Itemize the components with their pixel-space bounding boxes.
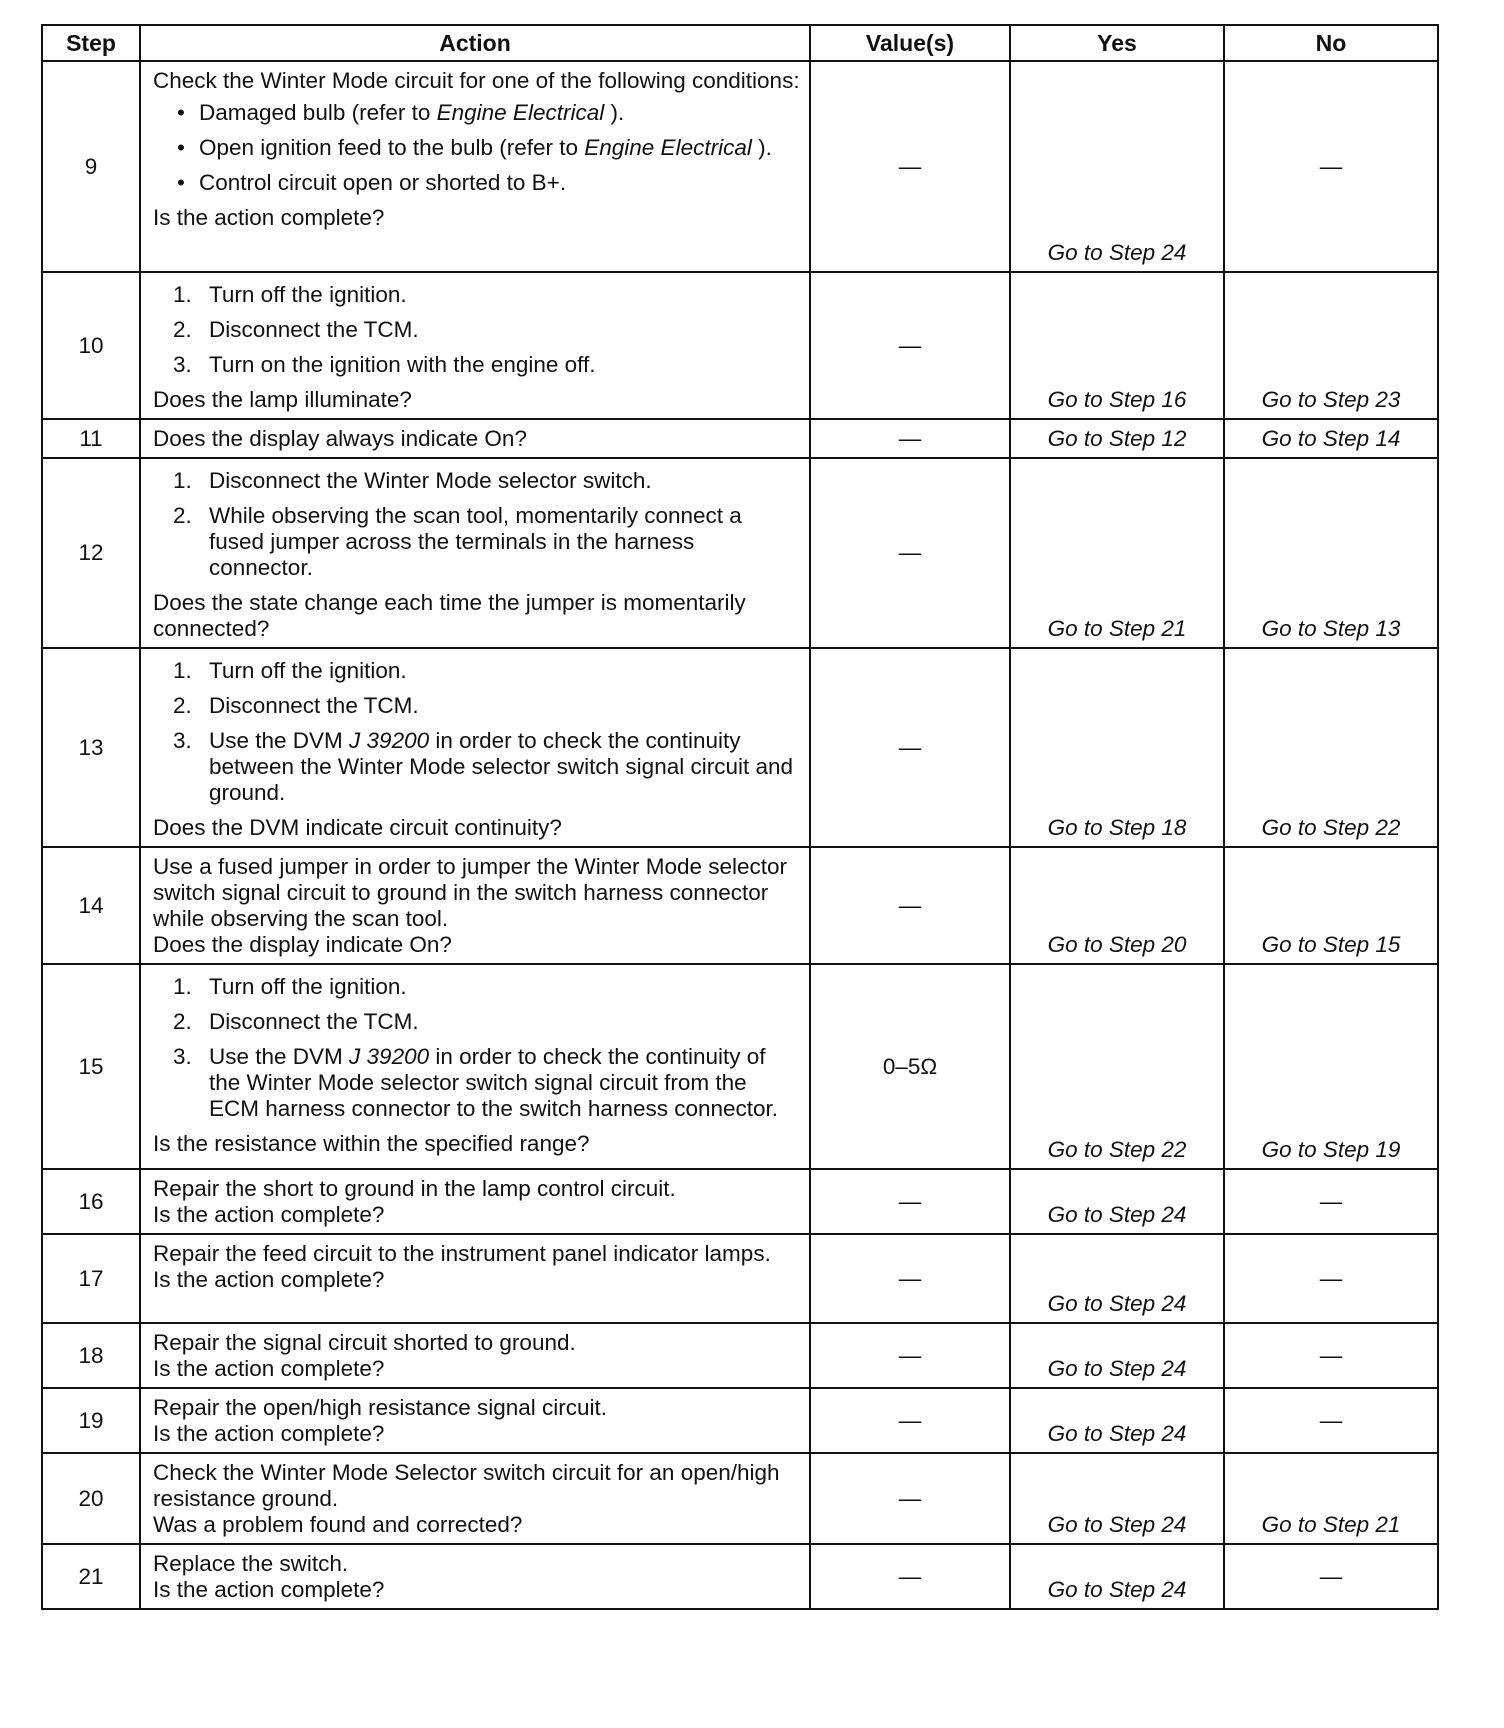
table-row: [42, 964, 1438, 1169]
action-question: Is the action complete?: [153, 1202, 385, 1227]
procedure-item: [153, 282, 801, 308]
yes-cell: Go to Step 24: [1010, 1234, 1224, 1323]
action-cell: [140, 1323, 810, 1388]
item-reference: J 39200: [349, 1044, 430, 1069]
value-cell: —: [810, 1234, 1010, 1323]
action-instruction: Repair the feed circuit to the instrument panel indicator lamps.: [153, 1241, 771, 1266]
value-cell: —: [810, 61, 1010, 272]
action-cell: [140, 1388, 810, 1453]
header-no: No: [1224, 25, 1438, 61]
item-text-tail: ).: [604, 100, 625, 125]
procedure-item: [153, 1009, 801, 1035]
item-text: Damaged bulb (refer to: [199, 100, 437, 125]
action-instruction: Repair the signal circuit shorted to ground.: [153, 1330, 576, 1355]
item-text: Turn off the ignition.: [209, 658, 407, 683]
no-cell: Go to Step 19: [1224, 964, 1438, 1169]
item-number: 2.: [173, 1009, 192, 1034]
action-question: Is the action complete?: [153, 1421, 385, 1446]
action-cell: [140, 272, 810, 419]
item-text: Disconnect the TCM.: [209, 317, 419, 342]
action-question: Does the display indicate On?: [153, 932, 452, 957]
yes-cell: Go to Step 22: [1010, 964, 1224, 1169]
table-row: [42, 1234, 1438, 1323]
item-text: While observing the scan tool, momentarily connect a fused jumper across the terminals in the harness connector.: [209, 503, 742, 580]
value-cell: —: [810, 1323, 1010, 1388]
no-cell: Go to Step 15: [1224, 847, 1438, 964]
no-cell: —: [1224, 1544, 1438, 1609]
action-cell: [140, 1234, 810, 1323]
procedure-item: [153, 503, 801, 581]
item-text: Control circuit open or shorted to B+.: [199, 170, 567, 195]
step-number: 21: [42, 1544, 140, 1609]
procedure-item: [153, 317, 801, 343]
step-number: 12: [42, 458, 140, 648]
header-step: Step: [42, 25, 140, 61]
item-reference: J 39200: [349, 728, 430, 753]
no-cell: Go to Step 14: [1224, 419, 1438, 458]
action-question: Is the resistance within the specified range?: [153, 1131, 590, 1156]
procedure-item: [153, 728, 801, 806]
header-action: Action: [140, 25, 810, 61]
condition-item: [153, 170, 801, 196]
yes-cell: Go to Step 21: [1010, 458, 1224, 648]
bullet-icon: •: [177, 170, 185, 195]
step-number: 14: [42, 847, 140, 964]
procedure-list: [153, 468, 801, 581]
table-body: [42, 61, 1438, 1609]
action-question: Was a problem found and corrected?: [153, 1512, 523, 1537]
step-number: 16: [42, 1169, 140, 1234]
value-cell: —: [810, 419, 1010, 458]
no-cell: —: [1224, 61, 1438, 272]
action-instruction: Repair the short to ground in the lamp control circuit.: [153, 1176, 676, 1201]
value-cell: —: [810, 1453, 1010, 1544]
bullet-icon: •: [177, 135, 185, 160]
diagnostic-table-page: [41, 24, 1437, 1610]
step-number: 15: [42, 964, 140, 1169]
procedure-item: [153, 974, 801, 1000]
table-row: [42, 61, 1438, 272]
action-question: Is the action complete?: [153, 1577, 385, 1602]
value-cell: —: [810, 1388, 1010, 1453]
yes-cell: Go to Step 24: [1010, 1453, 1224, 1544]
yes-cell: Go to Step 16: [1010, 272, 1224, 419]
table-row: [42, 458, 1438, 648]
action-question: Does the state change each time the jumper is momentarily connected?: [153, 590, 746, 641]
table-row: [42, 1169, 1438, 1234]
table-row: [42, 419, 1438, 458]
step-number: 11: [42, 419, 140, 458]
table-row: [42, 1544, 1438, 1609]
action-instruction: Replace the switch.: [153, 1551, 349, 1576]
step-number: 9: [42, 61, 140, 272]
item-text: Open ignition feed to the bulb (refer to: [199, 135, 585, 160]
step-number: 18: [42, 1323, 140, 1388]
procedure-list: [153, 658, 801, 806]
procedure-list: [153, 974, 801, 1122]
item-text-tail: in order to check the continuity between the Winter Mode selector switch signal circuit and ground.: [209, 728, 794, 805]
action-cell: [140, 847, 810, 964]
yes-cell: Go to Step 12: [1010, 419, 1224, 458]
action-question: Does the DVM indicate circuit continuity?: [153, 815, 562, 840]
step-number: 17: [42, 1234, 140, 1323]
action-cell: [140, 648, 810, 847]
diagnostic-table: [41, 24, 1439, 1610]
value-cell: —: [810, 847, 1010, 964]
table-row: [42, 272, 1438, 419]
condition-item: [153, 135, 801, 161]
action-cell: [140, 1544, 810, 1609]
table-row: [42, 648, 1438, 847]
no-cell: —: [1224, 1234, 1438, 1323]
no-cell: Go to Step 21: [1224, 1453, 1438, 1544]
yes-cell: Go to Step 24: [1010, 1388, 1224, 1453]
table-row: [42, 1323, 1438, 1388]
value-cell: 0–5Ω: [810, 964, 1010, 1169]
action-cell: [140, 419, 810, 458]
action-question: Does the lamp illuminate?: [153, 387, 412, 412]
value-cell: —: [810, 1169, 1010, 1234]
value-cell: —: [810, 1544, 1010, 1609]
table-row: [42, 1388, 1438, 1453]
item-text: Disconnect the Winter Mode selector switch.: [209, 468, 652, 493]
yes-cell: Go to Step 24: [1010, 1169, 1224, 1234]
yes-cell: Go to Step 18: [1010, 648, 1224, 847]
item-number: 2.: [173, 317, 192, 342]
table-row: [42, 1453, 1438, 1544]
item-number: 1.: [173, 282, 192, 307]
action-instruction: Repair the open/high resistance signal circuit.: [153, 1395, 607, 1420]
value-cell: —: [810, 648, 1010, 847]
item-number: 1.: [173, 468, 192, 493]
no-cell: Go to Step 13: [1224, 458, 1438, 648]
item-text-tail: ).: [751, 135, 772, 160]
condition-list: [153, 100, 801, 196]
header-row: [42, 25, 1438, 61]
yes-cell: Go to Step 24: [1010, 61, 1224, 272]
step-number: 10: [42, 272, 140, 419]
action-question: Is the action complete?: [153, 1267, 385, 1292]
item-text: Use the DVM: [209, 728, 350, 753]
value-cell: —: [810, 458, 1010, 648]
yes-cell: Go to Step 24: [1010, 1323, 1224, 1388]
value-cell: —: [810, 272, 1010, 419]
no-cell: —: [1224, 1323, 1438, 1388]
table-row: [42, 847, 1438, 964]
action-instruction: Use a fused jumper in order to jumper the Winter Mode selector switch signal circuit to ground in the switch harness connector while observing the scan tool.: [153, 854, 788, 931]
action-cell: [140, 1169, 810, 1234]
item-text-tail: in order to check the continuity of the Winter Mode selector switch signal circuit from the ECM harness connector to the switch harness connector.: [209, 1044, 779, 1121]
yes-cell: Go to Step 20: [1010, 847, 1224, 964]
item-reference: Engine Electrical: [436, 100, 605, 125]
action-instruction: Check the Winter Mode Selector switch circuit for an open/high resistance ground.: [153, 1460, 780, 1511]
action-instruction: Check the Winter Mode circuit for one of the following conditions:: [153, 68, 800, 93]
action-cell: [140, 61, 810, 272]
bullet-icon: •: [177, 100, 185, 125]
procedure-item: [153, 468, 801, 494]
item-text: Turn off the ignition.: [209, 282, 407, 307]
no-cell: —: [1224, 1169, 1438, 1234]
item-number: 3.: [173, 1044, 192, 1069]
step-number: 13: [42, 648, 140, 847]
no-cell: Go to Step 23: [1224, 272, 1438, 419]
action-cell: [140, 964, 810, 1169]
item-reference: Engine Electrical: [584, 135, 752, 160]
action-cell: [140, 458, 810, 648]
action-question: Is the action complete?: [153, 1356, 385, 1381]
yes-cell: Go to Step 24: [1010, 1544, 1224, 1609]
condition-item: [153, 100, 801, 126]
header-values: Value(s): [810, 25, 1010, 61]
procedure-item: [153, 352, 801, 378]
action-cell: [140, 1453, 810, 1544]
procedure-item: [153, 658, 801, 684]
step-number: 20: [42, 1453, 140, 1544]
procedure-item: [153, 693, 801, 719]
item-number: 1.: [173, 974, 192, 999]
item-number: 2.: [173, 503, 192, 528]
no-cell: Go to Step 22: [1224, 648, 1438, 847]
item-text: Disconnect the TCM.: [209, 1009, 419, 1034]
step-number: 19: [42, 1388, 140, 1453]
item-number: 1.: [173, 658, 192, 683]
item-text: Disconnect the TCM.: [209, 693, 419, 718]
action-question: Is the action complete?: [153, 205, 385, 230]
procedure-list: [153, 282, 801, 378]
item-number: 2.: [173, 693, 192, 718]
action-question: Does the display always indicate On?: [153, 426, 527, 451]
header-yes: Yes: [1010, 25, 1224, 61]
item-text: Use the DVM: [209, 1044, 350, 1069]
item-text: Turn on the ignition with the engine off.: [209, 352, 596, 377]
item-number: 3.: [173, 728, 192, 753]
item-number: 3.: [173, 352, 192, 377]
no-cell: —: [1224, 1388, 1438, 1453]
item-text: Turn off the ignition.: [209, 974, 407, 999]
procedure-item: [153, 1044, 801, 1122]
